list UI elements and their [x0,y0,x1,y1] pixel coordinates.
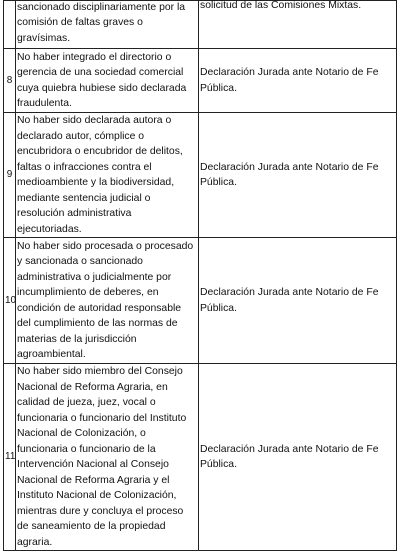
requirement-cell [16,364,199,551]
requirement-line: cuya quiebra hubiese sido declarada [17,82,187,94]
table-row [4,49,397,113]
requirement-cell [16,238,199,364]
requirement-cell [16,49,199,113]
requirement-line: No haber sido miembro del Consejo [17,366,183,377]
document-cell: Declaración Jurada ante Notario de Fe Pública. [199,113,397,238]
table-row [4,238,397,364]
requirement-line: comisión de faltas graves o [17,17,143,29]
requirement-line: resolución administrativa [17,208,132,219]
requirement-cell [16,113,199,238]
requirement-line: Intervención Nacional al Consejo [17,459,169,470]
requirement-line: del cumplimiento de las normas de [17,318,178,329]
requirement-line: Instituto Nacional de Colonización, [17,490,177,501]
requirement-line: condición de autoridad responsable [17,302,182,314]
requirement-line: faltas o infracciones contra el [17,161,152,173]
row-number: 11 [4,364,16,551]
table-row [4,1,397,49]
document-cell: Declaración Jurada ante Notario de Fe Pública. [199,238,397,364]
requirement-line: ejecutoriadas. [17,223,82,235]
row-number: 9 [4,113,16,238]
requirement-line: mediante sentencia judicial o [17,192,151,204]
requirement-line: materias de la jurisdicción [17,333,137,345]
requirement-line: calidad de jueza, juez, vocal o [17,397,156,408]
requirement-line: incumplimiento de deberes, en [17,287,159,298]
requirement-line: gerencia de una sociedad comercial [17,67,184,78]
row-number: 8 [4,49,16,113]
requirement-line: funcionaria o funcionario de la [17,443,156,455]
requirement-line: No haber sido procesada o procesado [17,240,194,252]
document-cell [199,1,397,49]
requirement-line: fraudulenta. [17,98,72,109]
requirement-cell [16,1,199,49]
document-cell: Declaración Jurada ante Notario de Fe Pública. [199,364,397,551]
document-text: solicitud de las Comisiones Mixtas. [200,0,362,11]
requirement-line: mientras dure y concluya el proceso [17,505,184,517]
document-cell: Declaración Jurada ante Notario de Fe Pública. [199,49,397,113]
requirement-line: Nacional de Reforma Agraria, en [17,381,168,393]
requirement-line: medioambiente y la biodiversidad, [17,177,175,188]
requirement-line: sancionado disciplinariamente por la [17,1,186,13]
row-number [4,1,16,49]
requirement-line: administrativa o judicialmente por [17,271,172,283]
requirement-line: declarado autor, cómplice o [17,130,145,142]
requirement-line: gravísimas. [17,32,71,44]
table-row [4,364,397,551]
requirement-line: No haber sido declarada autora o [17,115,172,126]
row-number: 10 [4,238,16,364]
requirement-line: Nacional de Reforma Agraria y el [17,474,170,486]
requirement-line: Nacional de Colonización, o [17,428,146,439]
requirement-line: No haber integrado el directorio o [17,51,172,63]
table-row [4,113,397,238]
requirement-line: agroambiental. [17,349,86,360]
requirement-line: agraria. [17,536,53,548]
requirement-line: funcionaria o funcionario del Instituto [17,412,187,424]
requirements-table [3,0,397,551]
requirement-line: y sancionada o sancionado [17,256,143,267]
requirement-line: encubridora o encubridor de delitos, [17,146,183,157]
requirement-line: de saneamiento de la propiedad [17,521,166,532]
